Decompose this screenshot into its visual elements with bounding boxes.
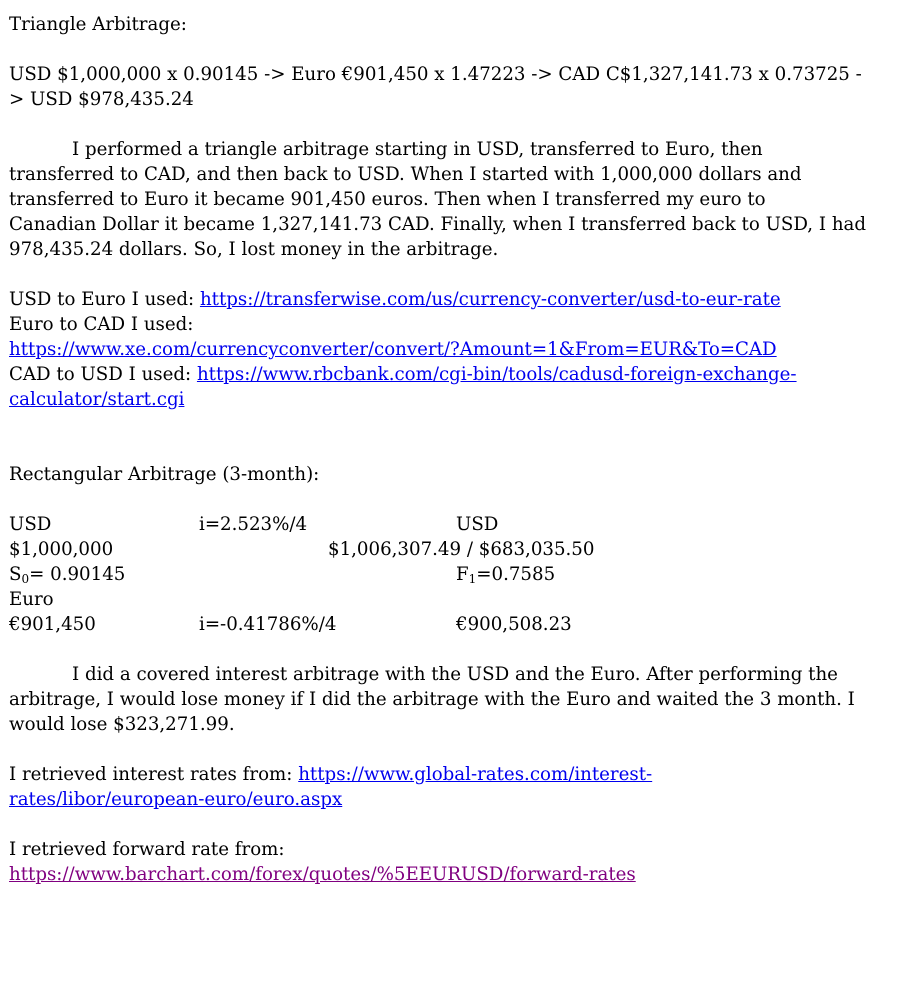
rbcbank-link-continued[interactable]: calculator/start.cgi: [9, 389, 185, 410]
triangle-paragraph-line: transferred to Euro it became 901,450 euros. Then when I transferred my euro to: [9, 189, 766, 210]
arbitrage-table-row: [9, 562, 889, 587]
forward-source-label: I retrieved forward rate from:: [9, 839, 285, 860]
triangle-paragraph-line: I performed a triangle arbitrage starting in USD, transferred to Euro, then: [72, 139, 763, 160]
rectangular-paragraph-line: would lose $323,271.99.: [9, 714, 235, 735]
triangle-formula-line-1: USD $1,000,000 x 0.90145 -> Euro €901,450 x 1.47223 -> CAD C$1,327,141.73 x 0.73725 -: [9, 64, 862, 85]
interest-source-continued: [9, 787, 889, 812]
interest-source-label: I retrieved interest rates from:: [9, 764, 299, 785]
triangle-paragraph-line: transferred to CAD, and then back to USD. When I started with 1,000,000 dollars and: [9, 164, 802, 185]
arbitrage-table-row: [9, 587, 889, 612]
arbitrage-table-row: [9, 512, 889, 537]
transferwise-link[interactable]: https://transferwise.com/us/currency-converter/usd-to-eur-rate: [199, 289, 781, 310]
source-euro-cad: [9, 337, 889, 362]
arbitrage-table-row: [9, 612, 889, 637]
forward-source: [9, 862, 889, 887]
source-usd-euro-label: USD to Euro I used:: [9, 289, 200, 310]
source-cad-usd-continued: [9, 387, 889, 412]
future-usd-amounts: $1,006,307.49 / $683,035.50: [328, 539, 595, 560]
future-euro-amount: €900,508.23: [456, 614, 572, 635]
euro-interest-rate: i=-0.41786%/4: [199, 614, 337, 635]
rectangular-heading: Rectangular Arbitrage (3-month):: [9, 464, 320, 485]
triangle-paragraph-line: 978,435.24 dollars. So, I lost money in the arbitrage.: [9, 239, 499, 260]
arbitrage-table-row: [9, 537, 889, 562]
spot-rate: S0= 0.90145: [9, 564, 126, 586]
xe-link[interactable]: https://www.xe.com/currencyconverter/convert/?Amount=1&From=EUR&To=CAD: [9, 339, 777, 360]
usd-interest-rate: i=2.523%/4: [199, 514, 308, 535]
rectangular-paragraph-line: arbitrage, I would lose money if I did the arbitrage with the Euro and waited the 3 month. I: [9, 689, 855, 710]
source-usd-euro: [9, 287, 889, 312]
global-rates-link-continued[interactable]: rates/libor/european-euro/euro.aspx: [9, 789, 343, 810]
triangle-formula-line-2: > USD $978,435.24: [9, 89, 194, 110]
interest-source: [9, 762, 889, 787]
global-rates-link[interactable]: https://www.global-rates.com/interest-: [298, 764, 653, 785]
barchart-link[interactable]: https://www.barchart.com/forex/quotes/%5EEURUSD/forward-rates: [9, 864, 636, 885]
usd-amount: $1,000,000: [9, 539, 114, 560]
source-euro-cad-label: Euro to CAD I used:: [9, 314, 194, 335]
rbcbank-link[interactable]: https://www.rbcbank.com/cgi-bin/tools/cadusd-foreign-exchange-: [196, 364, 797, 385]
source-cad-usd: [9, 362, 889, 387]
rectangular-paragraph-line: I did a covered interest arbitrage with the USD and the Euro. After performing the: [72, 664, 838, 685]
euro-label: Euro: [9, 589, 54, 610]
euro-amount: €901,450: [9, 614, 96, 635]
source-cad-usd-label: CAD to USD I used:: [9, 364, 197, 385]
forward-rate: F1=0.7585: [456, 564, 556, 586]
triangle-paragraph-line: Canadian Dollar it became 1,327,141.73 CAD. Finally, when I transferred back to USD, I had: [9, 214, 867, 235]
triangle-heading: Triangle Arbitrage:: [9, 14, 187, 35]
usd-label-future: USD: [456, 514, 499, 535]
document-page: [9, 12, 889, 887]
usd-label: USD: [9, 514, 52, 535]
